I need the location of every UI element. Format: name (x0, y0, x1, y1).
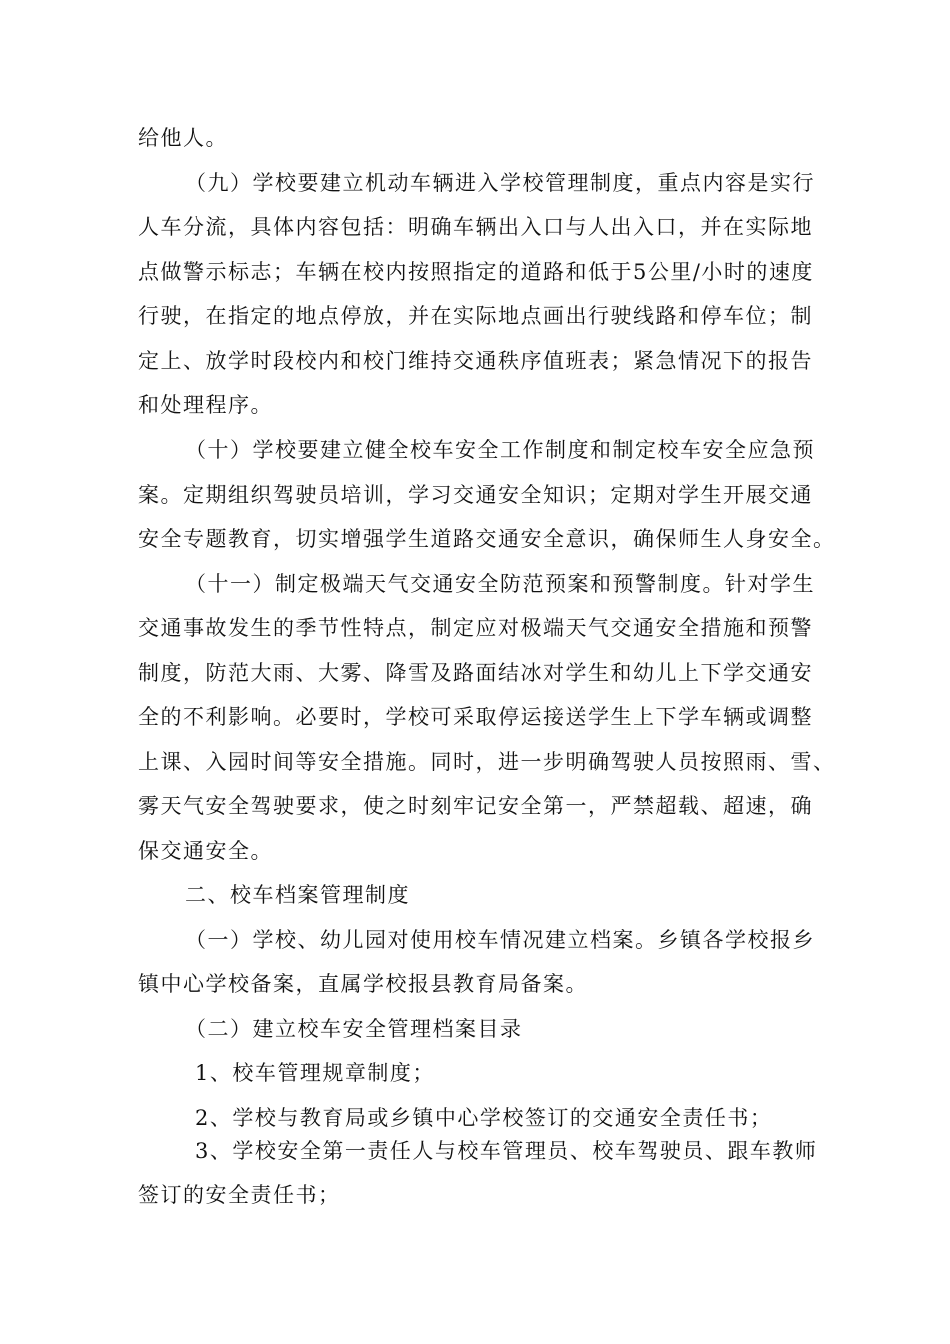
paragraph-line: 案。定期组织驾驶员培训，学习交通安全知识；定期对学生开展交通 (138, 483, 813, 507)
paragraph-line: 上课、入园时间等安全措施。同时，进一步明确驾驶人员按照雨、雪、 (138, 750, 836, 774)
paragraph-line: 全的不利影响。必要时，学校可采取停运接送学生上下学车辆或调整 (138, 705, 813, 729)
paragraph-line: （十一）制定极端天气交通安全防范预案和预警制度。针对学生 (185, 572, 815, 596)
paragraph-line: （九）学校要建立机动车辆进入学校管理制度，重点内容是实行 (185, 171, 815, 195)
paragraph-line: 雾天气安全驾驶要求，使之时刻牢记安全第一，严禁超载、超速，确 (138, 794, 813, 818)
paragraph-line: 给他人。 (138, 126, 228, 150)
list-item: 2、学校与教育局或乡镇中心学校签订的交通安全责任书； (195, 1106, 773, 1130)
paragraph-line: 交通事故发生的季节性特点，制定应对极端天气交通安全措施和预警 (138, 616, 813, 640)
paragraph-line: 人车分流，具体内容包括：明确车辆出入口与人出入口，并在实际地 (138, 215, 813, 239)
section-heading: 二、校车档案管理制度 (185, 883, 410, 907)
paragraph-line: 点做警示标志；车辆在校内按照指定的道路和低于5公里/小时的速度 (138, 260, 814, 284)
list-item: 3、学校安全第一责任人与校车管理员、校车驾驶员、跟车教师 (195, 1139, 818, 1163)
list-item-continuation: 签订的安全责任书； (138, 1183, 341, 1207)
paragraph-line: 和处理程序。 (138, 393, 273, 417)
paragraph-line: （一）学校、幼儿园对使用校车情况建立档案。乡镇各学校报乡 (185, 928, 815, 952)
paragraph-line: 行驶，在指定的地点停放，并在实际地点画出行驶线路和停车位；制 (138, 304, 813, 328)
paragraph-line: 制度，防范大雨、大雾、降雪及路面结冰对学生和幼儿上下学交通安 (138, 661, 813, 685)
paragraph-line: 保交通安全。 (138, 839, 273, 863)
paragraph-line: 安全专题教育，切实增强学生道路交通安全意识，确保师生人身安全。 (138, 527, 836, 551)
paragraph-line: （二）建立校车安全管理档案目录 (185, 1017, 523, 1041)
paragraph-line: 定上、放学时段校内和校门维持交通秩序值班表；紧急情况下的报告 (138, 349, 813, 373)
paragraph-line: 镇中心学校备案，直属学校报县教育局备案。 (138, 972, 588, 996)
list-item: 1、校车管理规章制度； (195, 1061, 435, 1085)
paragraph-line: （十）学校要建立健全校车安全工作制度和制定校车安全应急预 (185, 438, 815, 462)
